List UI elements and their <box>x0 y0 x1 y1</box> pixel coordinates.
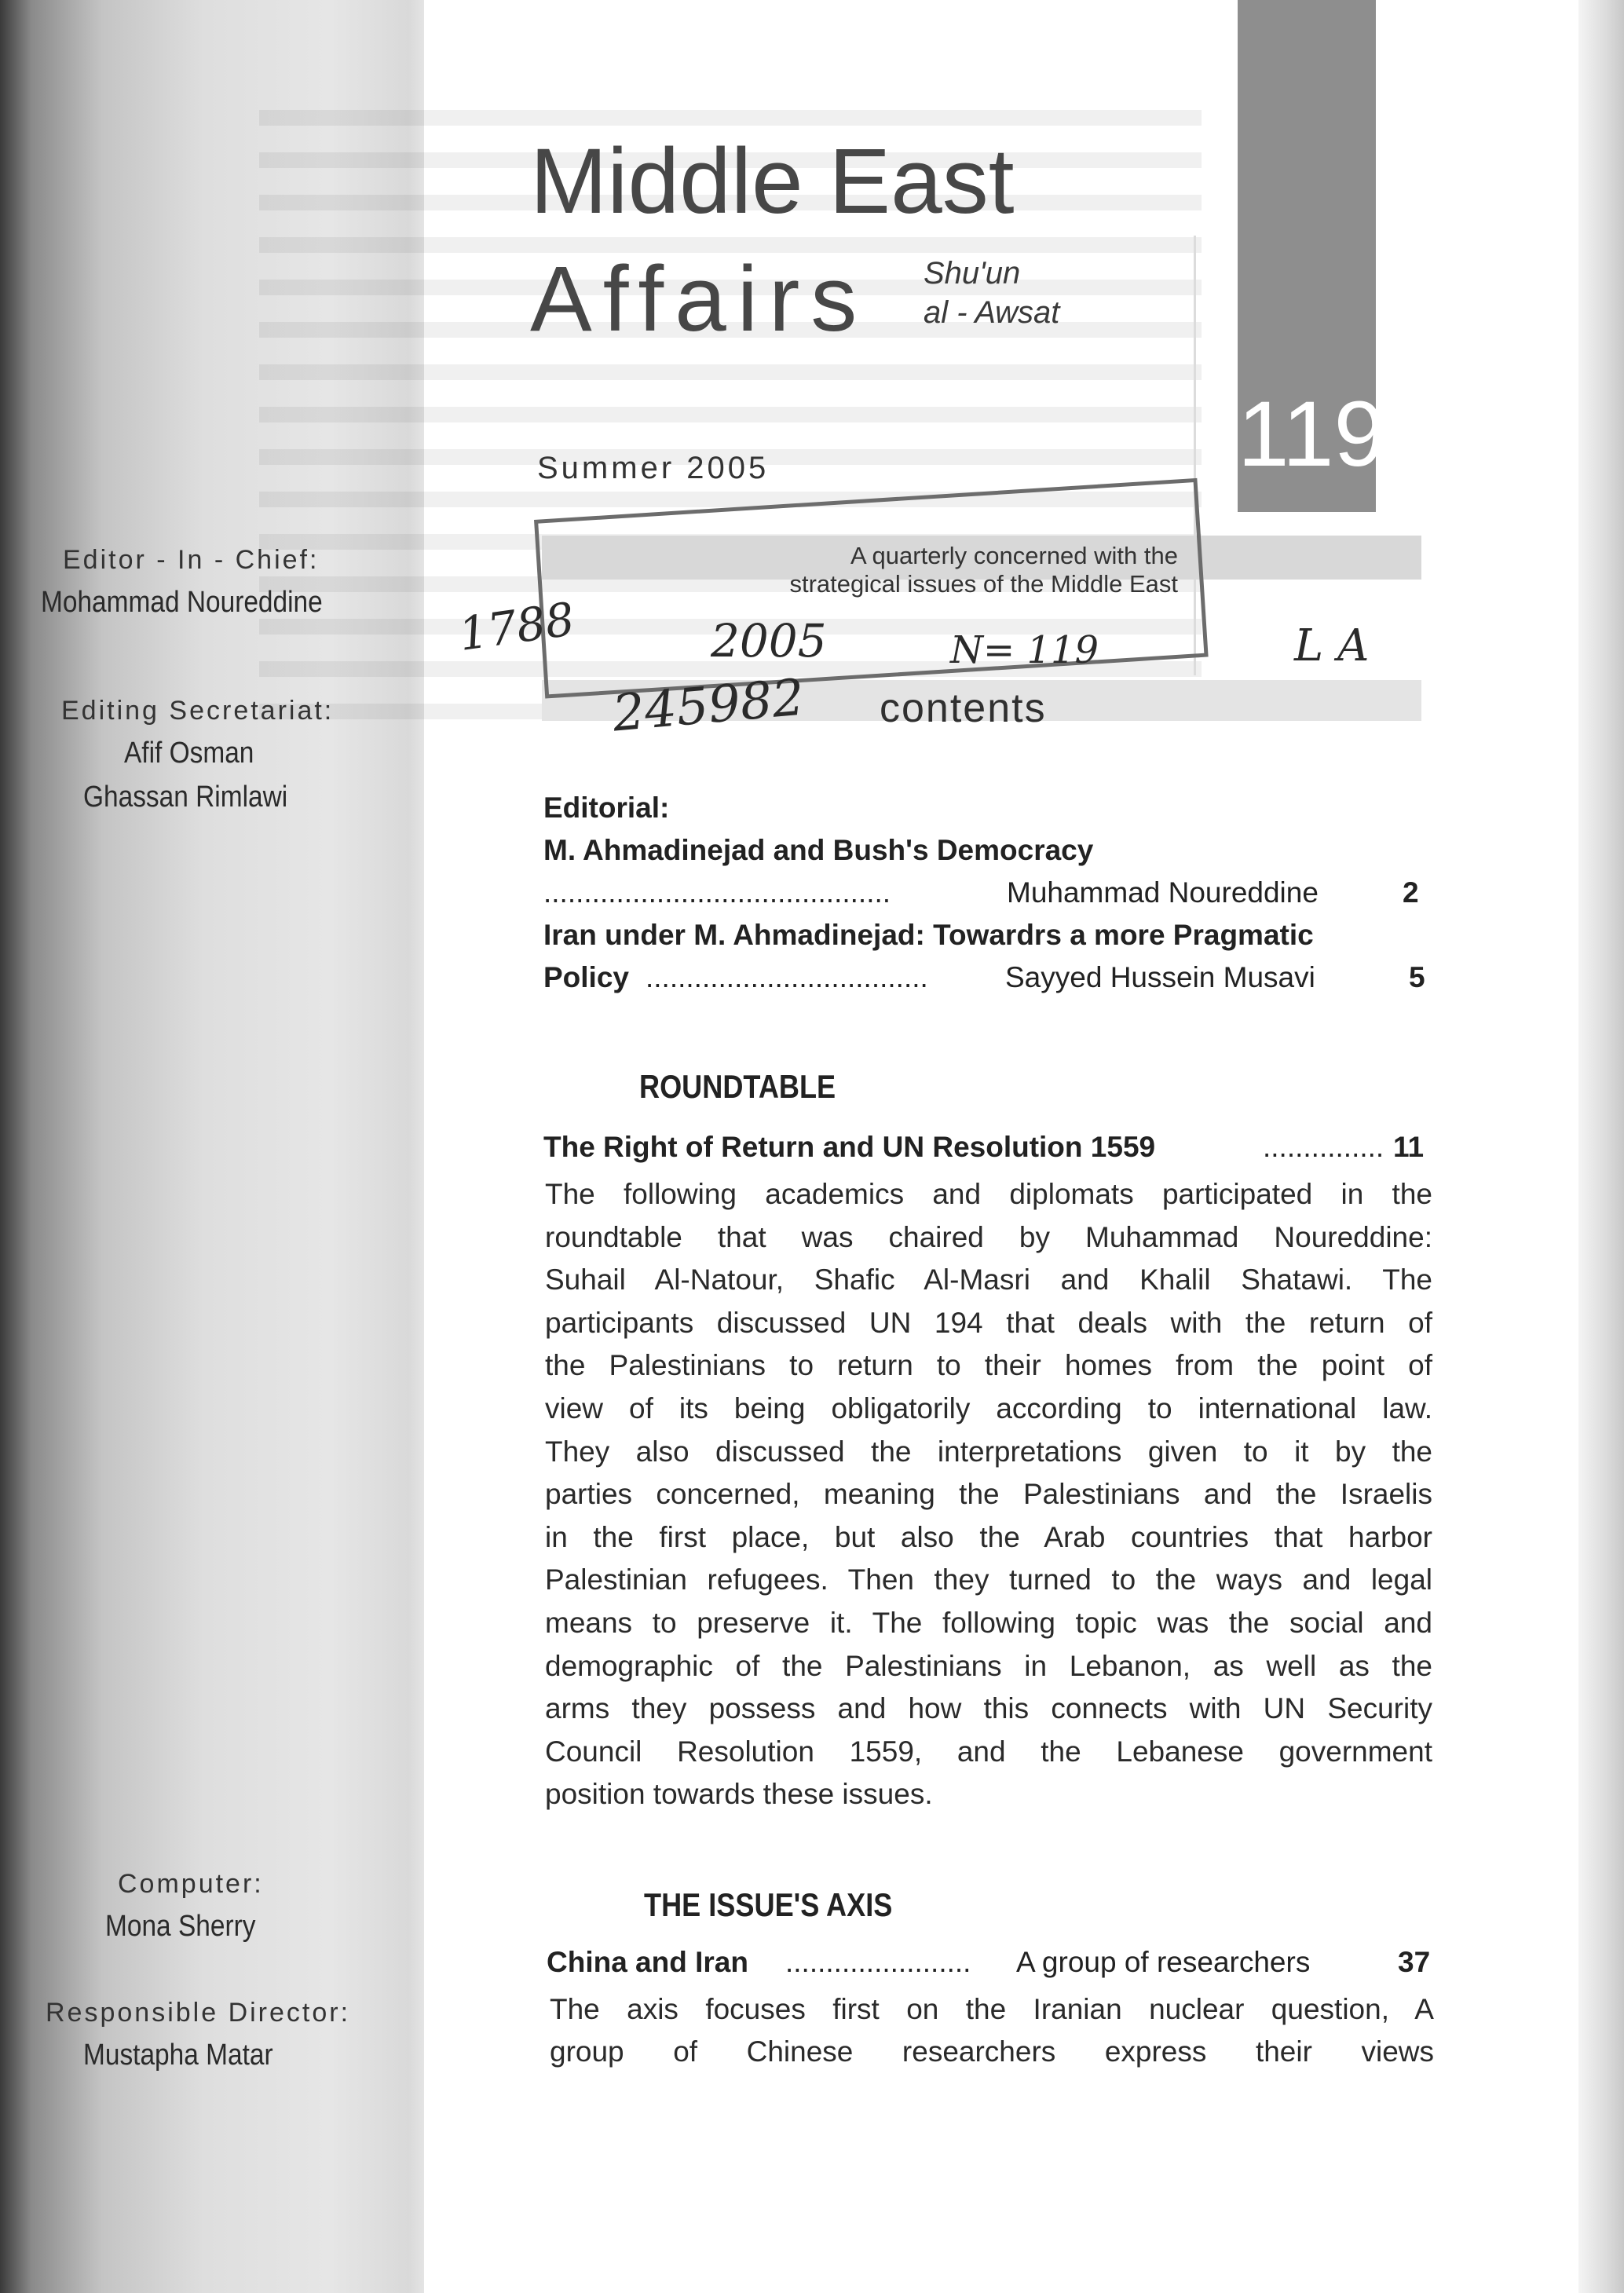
staff-name: Mohammad Noureddine <box>41 586 323 619</box>
editorial-article2-title-line2: Policy <box>543 961 629 993</box>
editorial-label: Editorial: <box>543 792 670 824</box>
summary-line: demographic of the Palestinians in Lebanon, as well as the <box>545 1649 1432 1682</box>
handwritten-issue: N= 119 <box>950 628 1099 672</box>
toc-leader: ........................................... <box>543 876 891 909</box>
staff-role-editor: Editor - In - Chief: <box>63 545 320 575</box>
issues-axis-heading: THE ISSUE'S AXIS <box>644 1886 893 1923</box>
right-page-edge <box>1578 0 1624 2293</box>
toc-leader: ................................... <box>646 961 928 993</box>
summary-line: in the first place, but also the Arab countries that harbor <box>545 1520 1432 1553</box>
handwritten-year: 2005 <box>711 614 827 667</box>
toc-leader: ....................... <box>785 1946 971 1978</box>
handwritten-number: 245982 <box>610 668 807 744</box>
issues-axis-article-author: A group of researchers <box>1016 1946 1311 1978</box>
roundtable-article-title: The Right of Return and UN Resolution 1559 <box>543 1131 1156 1163</box>
roundtable-article-page: 11 <box>1393 1131 1425 1163</box>
staff-name: Ghassan Rimlawi <box>83 781 288 814</box>
handwritten-code: L A <box>1294 620 1370 671</box>
summary-line: Council Resolution 1559, and the Lebanese government <box>545 1735 1432 1768</box>
tagline-line2: strategical issues of the Middle East <box>789 570 1178 598</box>
issues-axis-summary <box>550 1988 1434 2073</box>
issues-axis-article-page: 37 <box>1398 1946 1431 1978</box>
staff-name: Mona Sherry <box>105 1910 256 1943</box>
summary-line: The axis focuses first on the Iranian nuclear question, A <box>550 1993 1434 2025</box>
journal-title-line2: Affairs <box>530 247 869 351</box>
contents-heading: contents <box>880 686 1047 731</box>
editorial-article1-page: 2 <box>1403 876 1419 909</box>
staff-role-secretariat: Editing Secretariat: <box>61 696 335 726</box>
summary-line: The following academics and diplomats participated in the <box>545 1178 1432 1210</box>
roundtable-heading: ROUNDTABLE <box>639 1068 836 1105</box>
roundtable-summary <box>545 1173 1432 1816</box>
summary-line: position towards these issues. <box>545 1778 933 1811</box>
summary-line: the Palestinians to return to their homes from the point of <box>545 1349 1432 1382</box>
issues-axis-article-title: China and Iran <box>547 1946 748 1978</box>
staff-name: Mustapha Matar <box>83 2039 273 2072</box>
summary-line: participants discussed UN 194 that deals with the return of <box>545 1306 1432 1339</box>
issue-season: Summer 2005 <box>537 451 770 485</box>
journal-subtitle-line2: al - Awsat <box>924 295 1060 330</box>
summary-line: means to preserve it. The following topic was the social and <box>545 1606 1432 1639</box>
summary-line: Palestinian refugees. Then they turned to the ways and legal <box>545 1563 1432 1596</box>
summary-line: roundtable that was chaired by Muhammad Noureddine: <box>545 1220 1432 1253</box>
staff-role-director: Responsible Director: <box>46 1998 351 2028</box>
editorial-article1-title: M. Ahmadinejad and Bush's Democracy <box>543 834 1094 866</box>
summary-line: Suhail Al-Natour, Shafic Al-Masri and Khalil Shatawi. The <box>545 1264 1432 1296</box>
summary-line: view of its being obligatorily according to international law. <box>545 1392 1432 1424</box>
summary-line: arms they possess and how this connects with UN Security <box>545 1692 1432 1725</box>
journal-title-line1: Middle East <box>530 130 1015 233</box>
summary-line: They also discussed the interpretations given to it by the <box>545 1435 1432 1468</box>
journal-subtitle-line1: Shu'un <box>924 256 1021 291</box>
tagline-line1: A quarterly concerned with the <box>850 542 1178 569</box>
editorial-article2-page: 5 <box>1409 961 1425 993</box>
editorial-article2-title-line1: Iran under M. Ahmadinejad: Towardrs a more Pragmatic <box>543 919 1314 951</box>
editorial-article1-author: Muhammad Noureddine <box>1007 876 1319 909</box>
issue-number: 119 <box>1238 382 1386 486</box>
editorial-article2-author: Sayyed Hussein Musavi <box>1005 961 1315 993</box>
summary-line: parties concerned, meaning the Palestinians and the Israelis <box>545 1478 1432 1511</box>
summary-line: group of Chinese researchers express their views <box>550 2035 1434 2068</box>
staff-role-computer: Computer: <box>118 1869 264 1899</box>
toc-leader: ............... <box>1263 1131 1384 1163</box>
staff-name: Afif Osman <box>124 737 254 770</box>
handwritten-accession: 1788 <box>455 592 578 661</box>
